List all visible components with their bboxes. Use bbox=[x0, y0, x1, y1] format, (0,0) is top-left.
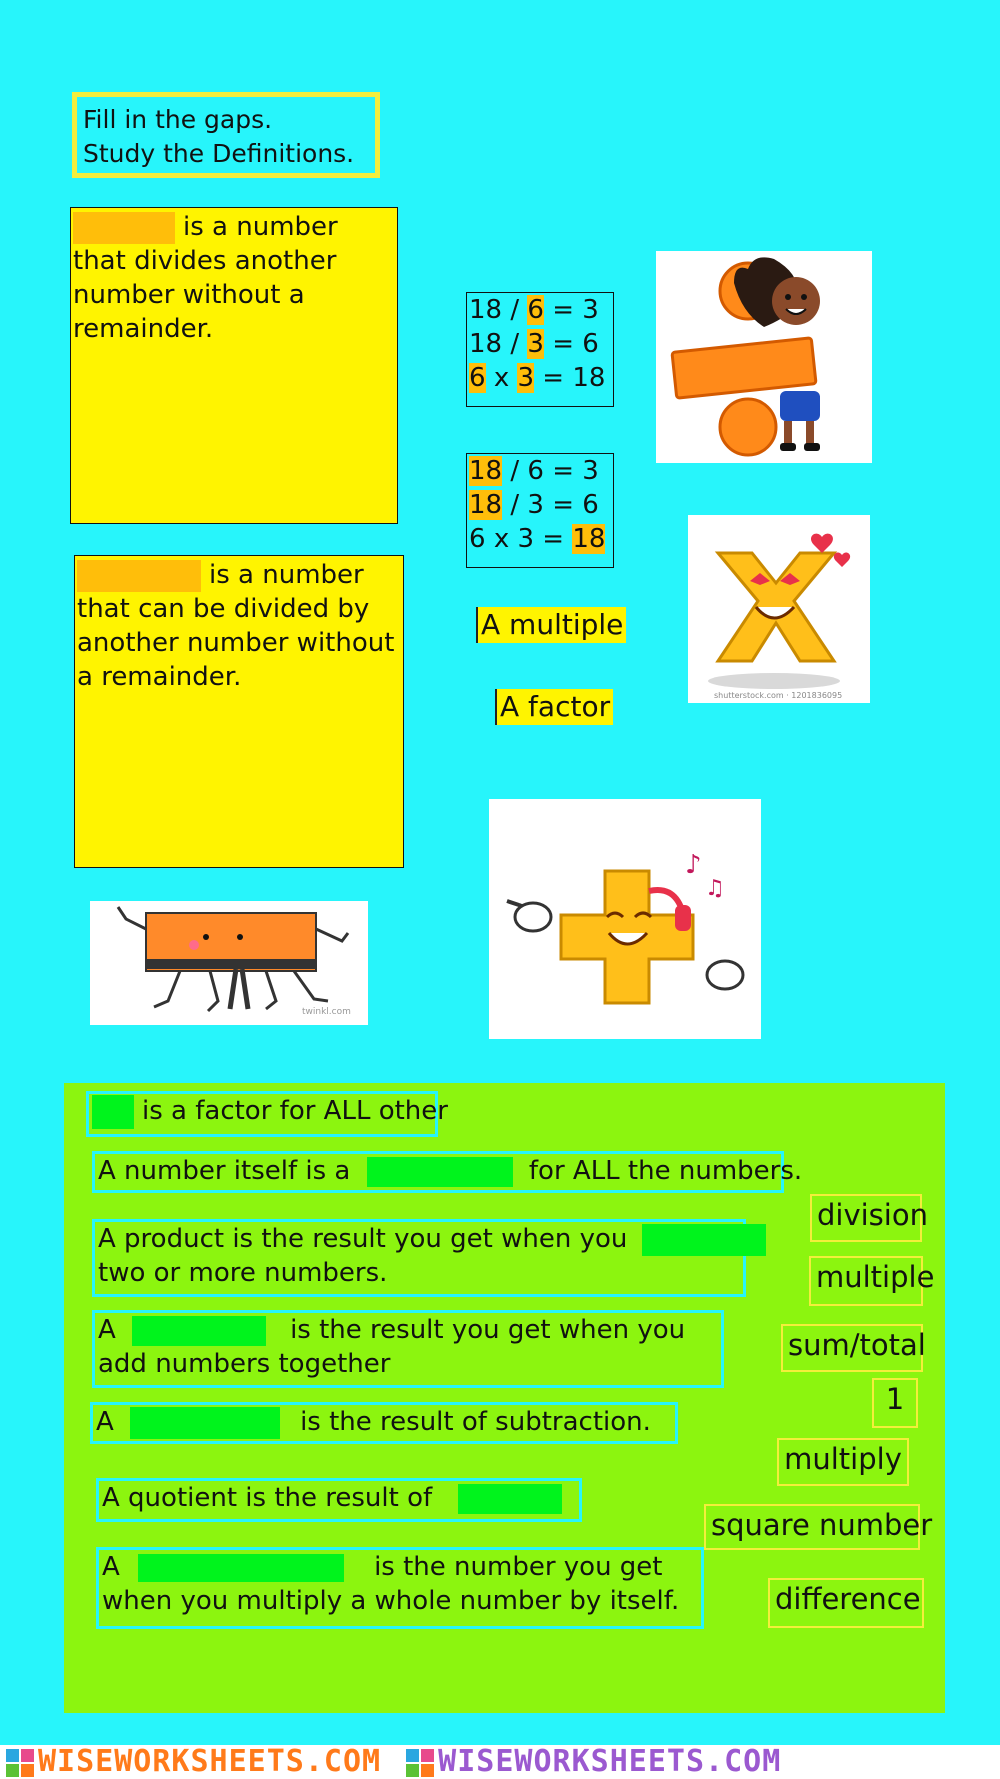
option-division[interactable]: division bbox=[810, 1194, 922, 1242]
eq-a: 18 bbox=[469, 490, 503, 520]
q3-text-line2: two or more numbers. bbox=[98, 1258, 388, 1288]
wiseworksheets-logo-icon bbox=[6, 1749, 34, 1777]
factor-equations bbox=[466, 292, 614, 407]
equation-row: 18 / 6 = 3 bbox=[469, 456, 599, 486]
eq-op: / bbox=[510, 329, 520, 359]
factor-definition-box bbox=[70, 207, 398, 524]
minus-image-credit: twinkl.com bbox=[302, 1007, 351, 1017]
equation-row: 6 x 3 = 18 bbox=[469, 363, 606, 393]
q7-text-after: is the number you get bbox=[374, 1552, 663, 1582]
q4-text-after: is the result you get when you bbox=[290, 1315, 686, 1345]
eq-op: / bbox=[510, 490, 520, 520]
instructions-box bbox=[72, 92, 380, 178]
eq-res: 18 bbox=[572, 363, 606, 393]
option-square-number[interactable]: square number bbox=[704, 1504, 920, 1550]
eq-a: 6 bbox=[469, 524, 486, 554]
question-7 bbox=[96, 1547, 704, 1629]
q2-text-before: A number itself is a bbox=[98, 1156, 351, 1186]
eq-b: 3 bbox=[517, 363, 535, 393]
eq-op: x bbox=[493, 524, 510, 554]
q4-drop-zone[interactable] bbox=[132, 1316, 266, 1346]
footer-banner bbox=[0, 1745, 1000, 1779]
eq-op: / bbox=[510, 456, 520, 486]
multiple-drop-zone[interactable] bbox=[77, 560, 201, 592]
question-1 bbox=[86, 1091, 448, 1137]
times-character-image bbox=[688, 515, 870, 703]
eq-b: 3 bbox=[527, 490, 544, 520]
option-1[interactable]: 1 bbox=[872, 1378, 918, 1428]
eq-op: x bbox=[493, 363, 510, 393]
equation-row: 6 x 3 = 18 bbox=[469, 524, 606, 554]
q3-drop-zone[interactable] bbox=[642, 1224, 766, 1256]
equation-row: 18 / 6 = 3 bbox=[469, 295, 599, 325]
equation-row: 18 / 3 = 6 bbox=[469, 490, 599, 520]
instructions-line-1: Fill in the gaps. bbox=[83, 105, 273, 134]
svg-text:♫: ♫ bbox=[705, 876, 725, 901]
question-4 bbox=[92, 1310, 724, 1388]
question-3 bbox=[92, 1219, 746, 1297]
eq-res: 3 bbox=[582, 456, 599, 486]
q2-text-after: for ALL the numbers. bbox=[528, 1156, 803, 1186]
q1-text: is a factor for ALL other bbox=[142, 1096, 448, 1126]
question-2 bbox=[92, 1151, 803, 1193]
svg-text:♪: ♪ bbox=[685, 850, 702, 880]
eq-a: 18 bbox=[469, 295, 503, 325]
q7-drop-zone[interactable] bbox=[138, 1554, 344, 1582]
factor-drop-zone[interactable] bbox=[73, 212, 175, 244]
equation-row: 18 / 3 = 6 bbox=[469, 329, 599, 359]
eq-a: 18 bbox=[469, 456, 503, 486]
eq-a: 6 bbox=[469, 363, 486, 393]
q2-drop-zone[interactable] bbox=[367, 1157, 513, 1187]
option-multiple[interactable]: multiple bbox=[809, 1256, 923, 1306]
multiple-definition-text: is a number that can be divided by another number without a remainder. bbox=[77, 560, 395, 692]
q5-text-after: is the result of subtraction. bbox=[300, 1407, 651, 1437]
q1-drop-zone[interactable] bbox=[92, 1095, 134, 1129]
instructions-line-2: Study the Definitions. bbox=[83, 139, 355, 168]
eq-res: 3 bbox=[582, 295, 599, 325]
q6-drop-zone[interactable] bbox=[458, 1484, 562, 1514]
draggable-a-multiple[interactable]: A multiple bbox=[476, 607, 626, 643]
option-multiply[interactable]: multiply bbox=[777, 1438, 909, 1486]
q6-text-before: A quotient is the result of bbox=[102, 1483, 433, 1513]
q7-text-before: A bbox=[102, 1552, 120, 1582]
eq-res: 6 bbox=[582, 329, 599, 359]
q5-text-before: A bbox=[96, 1407, 114, 1437]
draggable-a-factor[interactable]: A factor bbox=[495, 689, 613, 725]
eq-a: 18 bbox=[469, 329, 503, 359]
plus-character-image bbox=[489, 799, 761, 1039]
q4-text-line2: add numbers together bbox=[98, 1349, 391, 1379]
question-6 bbox=[96, 1478, 582, 1522]
eq-op: / bbox=[510, 295, 520, 325]
eq-b: 3 bbox=[527, 329, 544, 359]
option-difference[interactable]: difference bbox=[768, 1578, 924, 1628]
eq-b: 6 bbox=[527, 295, 544, 325]
division-character-image bbox=[656, 251, 872, 463]
minus-character-image bbox=[90, 901, 368, 1025]
q7-text-line2: when you multiply a whole number by itself. bbox=[102, 1586, 680, 1616]
multiple-definition-box bbox=[74, 555, 404, 868]
times-image-credit: shutterstock.com · 1201836095 bbox=[714, 691, 843, 700]
eq-b: 3 bbox=[517, 524, 535, 554]
q4-text-before: A bbox=[98, 1315, 116, 1345]
wiseworksheets-logo-icon bbox=[406, 1749, 434, 1777]
question-5 bbox=[90, 1402, 678, 1444]
eq-res: 6 bbox=[582, 490, 599, 520]
option-sum-total[interactable]: sum/total bbox=[781, 1324, 923, 1372]
footer-brand-text: WISEWORKSHEETS.COM bbox=[38, 1744, 382, 1779]
q5-drop-zone[interactable] bbox=[130, 1407, 280, 1439]
eq-res: 18 bbox=[572, 524, 606, 554]
footer-brand-text: WISEWORKSHEETS.COM bbox=[438, 1744, 782, 1779]
q3-text-before: A product is the result you get when you bbox=[98, 1224, 628, 1254]
eq-b: 6 bbox=[527, 456, 544, 486]
multiple-equations bbox=[466, 453, 614, 568]
factor-definition-text: is a number that divides another number without a remainder. bbox=[73, 212, 338, 344]
